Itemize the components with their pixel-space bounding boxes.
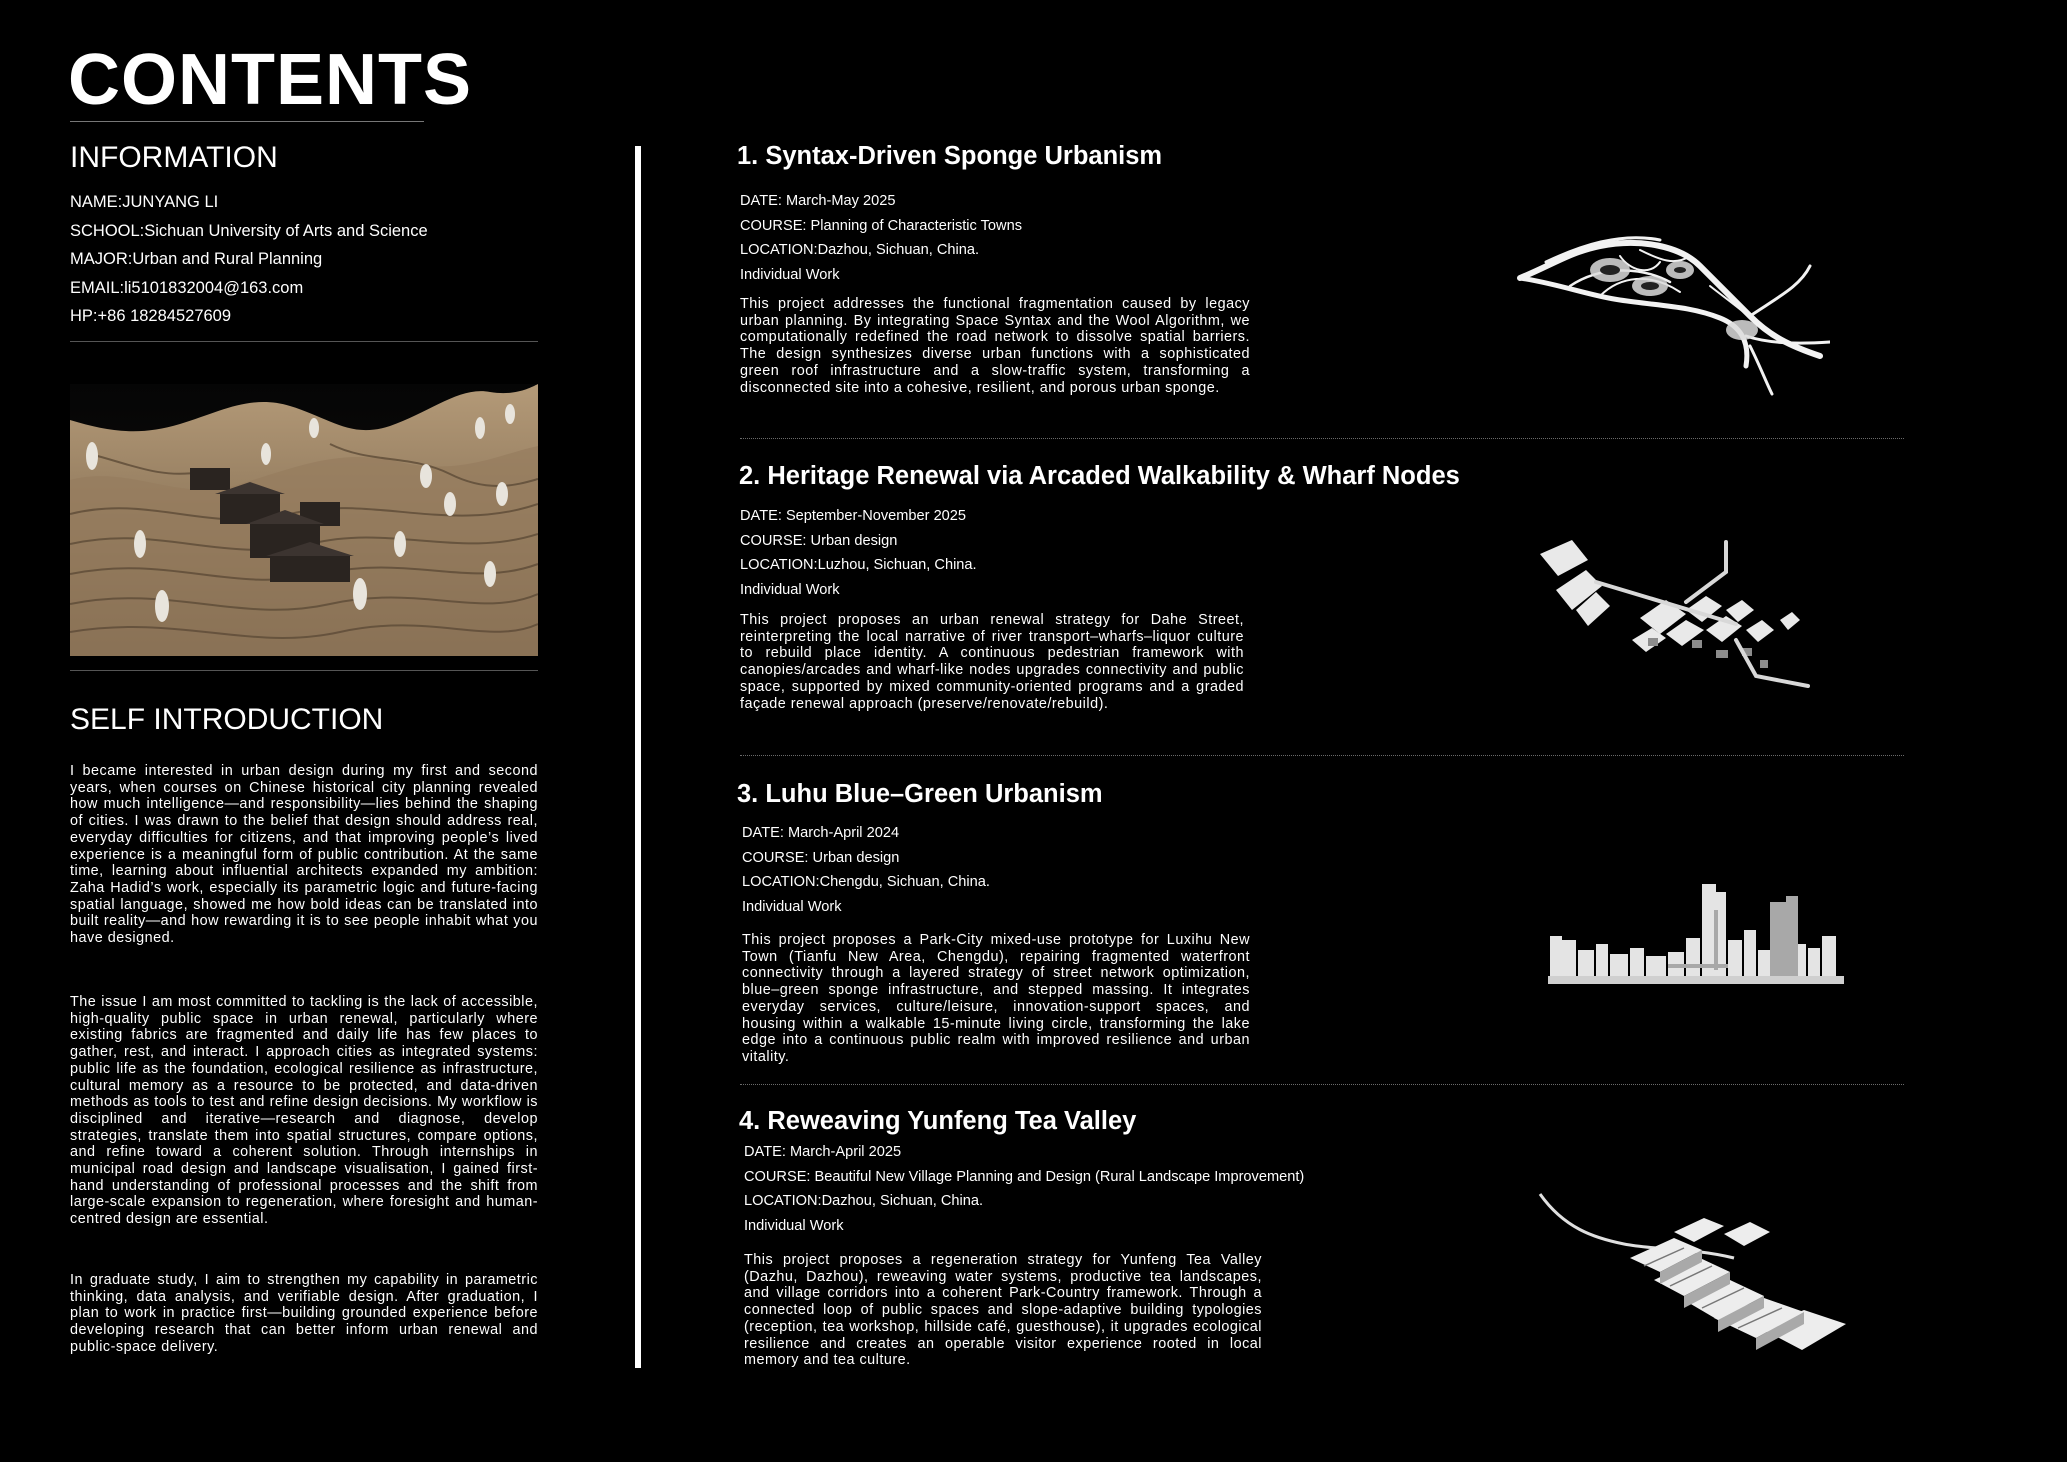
info-major: MAJOR:Urban and Rural Planning xyxy=(70,250,323,268)
project-1-description: This project addresses the functional fragmentation caused by legacy urban planning. By integrating Space Syntax and the Wool Algorithm, we computationally redefined the road network to dissolve spatial barriers. The design synthesizes diverse urban functions with a sophisticated green roof infrastructure and a slow-traffic system, transforming a disconnected site into a cohesive, resilient, and porous urban sponge. xyxy=(740,296,1250,396)
project-separator-2 xyxy=(740,755,1904,757)
info-list xyxy=(70,188,428,331)
project-separator-1 xyxy=(740,438,1904,440)
project-3-image xyxy=(1548,880,1844,984)
project-1-location: LOCATION:Dazhou, Sichuan, China. xyxy=(740,242,980,259)
project-3-meta xyxy=(742,821,990,919)
project-2-work: Individual Work xyxy=(740,581,840,598)
project-2-location: LOCATION:Luzhou, Sichuan, China. xyxy=(740,557,977,574)
project-2-meta xyxy=(740,504,977,602)
project-1-title: 1. Syntax-Driven Sponge Urbanism xyxy=(737,142,1163,170)
project-1-date: DATE: March-May 2025 xyxy=(740,193,896,209)
project-4-date: DATE: March-April 2025 xyxy=(744,1144,902,1160)
landscape-model-image xyxy=(70,384,538,656)
project-2-course: COURSE: Urban design xyxy=(740,532,898,549)
project-4-title: 4. Reweaving Yunfeng Tea Valley xyxy=(739,1107,1137,1135)
project-2-date: DATE: September-November 2025 xyxy=(740,508,967,524)
project-3-location: LOCATION:Chengdu, Sichuan, China. xyxy=(742,874,990,891)
info-school: SCHOOL:Sichuan University of Arts and Science xyxy=(70,221,428,240)
project-4-work: Individual Work xyxy=(744,1217,844,1234)
project-4-location: LOCATION:Dazhou, Sichuan, China. xyxy=(744,1193,984,1210)
project-separator-3 xyxy=(740,1084,1904,1086)
project-4-course: COURSE: Beautiful New Village Planning and Design (Rural Landscape Improvement) xyxy=(744,1168,1305,1185)
project-4-image xyxy=(1534,1188,1860,1356)
info-name: NAME:JUNYANG LI xyxy=(70,193,219,211)
title-divider xyxy=(70,121,424,122)
project-3-title: 3. Luhu Blue–Green Urbanism xyxy=(737,780,1103,808)
project-1-image xyxy=(1510,226,1830,396)
info-divider xyxy=(70,341,538,342)
project-3-date: DATE: March-April 2024 xyxy=(742,825,900,841)
image-divider xyxy=(70,670,538,671)
project-1-meta xyxy=(740,189,1022,287)
project-3-work: Individual Work xyxy=(742,898,842,915)
project-2-title: 2. Heritage Renewal via Arcaded Walkability & Wharf Nodes xyxy=(739,462,1460,490)
self-intro-paragraph-2: The issue I am most committed to tackling is the lack of accessible, high-quality public space in urban renewal, particularly where existing fabrics are fragmented and daily life has few places to gather, rest, and interact. I approach cities as integrated systems: public life as the foundation, ecological resilience as infrastructure, cultural memory as a resource to be protected, and data-driven methods as tools to test and refine design decisions. My workflow is disciplined and iterative—research and diagnose, develop strategies, translate them into spatial structures, compare options, and refine toward a coherent solution. Through internships in municipal road design and landscape visualisation, I gained first-hand understanding of professional processes and the shift from large-scale expansion to regeneration, where foresight and human-centred design are essential. xyxy=(70,994,538,1228)
project-2-description: This project proposes an urban renewal strategy for Dahe Street, reinterpreting the local narrative of river transport–wharfs–liquor culture to rebuild place identity. A continuous pedestrian framework with canopies/arcades and wharf-like nodes upgrades connectivity and public space, supported by mixed community-oriented programs and a graded façade renewal approach (preserve/renovate/rebuild). xyxy=(740,612,1244,712)
self-intro-paragraph-1: I became interested in urban design during my first and second years, when courses on Chinese historical city planning revealed how much intelligence—and responsibility—lies behind the shaping of cities. I was drawn to the belief that design should address real, everyday difficulties for citizens, and that improving people’s lived experience is a meaningful form of public contribution. At the same time, learning about influential architects expanded my ambition: Zaha Hadid’s work, especially its parametric logic and future-facing spatial language, showed me how bold ideas can be translated into built reality—and how rewarding it is to see people inhabit what you have designed. xyxy=(70,763,538,947)
info-email: EMAIL:li5101832004@163.com xyxy=(70,278,304,297)
project-3-course: COURSE: Urban design xyxy=(742,849,900,866)
project-3-description: This project proposes a Park-City mixed-use prototype for Luxihu New Town (Tianfu New Area, Chengdu), repairing fragmented waterfront connectivity through a layered strategy of street network optimization, blue–green sponge infrastructure, and stepped massing. It integrates everyday services, culture/leisure, innovation-support spaces, and housing within a walkable 15-minute living circle, transforming the lake edge into a continuous public realm with improved resilience and urban vitality. xyxy=(742,932,1250,1065)
column-divider xyxy=(635,146,641,1368)
information-heading: INFORMATION xyxy=(70,141,278,174)
project-2-image xyxy=(1536,530,1816,696)
self-intro-heading: SELF INTRODUCTION xyxy=(70,703,384,736)
project-4-description: This project proposes a regeneration strategy for Yunfeng Tea Valley (Dazhu, Dazhou), reweaving water systems, productive tea landscapes, and village corridors into a coherent Park-Country framework. Through a connected loop of public spaces and slope-adaptive building typologies (reception, tea workshop, hillside café, guesthouse), it upgrades ecological resilience and creates an operable visitor experience rooted in local memory and tea culture. xyxy=(744,1252,1262,1369)
project-1-course: COURSE: Planning of Characteristic Towns xyxy=(740,217,1022,234)
project-4-meta xyxy=(744,1140,1304,1238)
self-intro-paragraph-3: In graduate study, I aim to strengthen my capability in parametric thinking, data analysis, and verifiable design. After graduation, I plan to work in practice first—building grounded experience before developing research that can better inform urban renewal and public-space delivery. xyxy=(70,1272,538,1355)
page-title: CONTENTS xyxy=(68,40,472,120)
project-1-work: Individual Work xyxy=(740,266,840,283)
info-phone: HP:+86 18284527609 xyxy=(70,307,232,325)
